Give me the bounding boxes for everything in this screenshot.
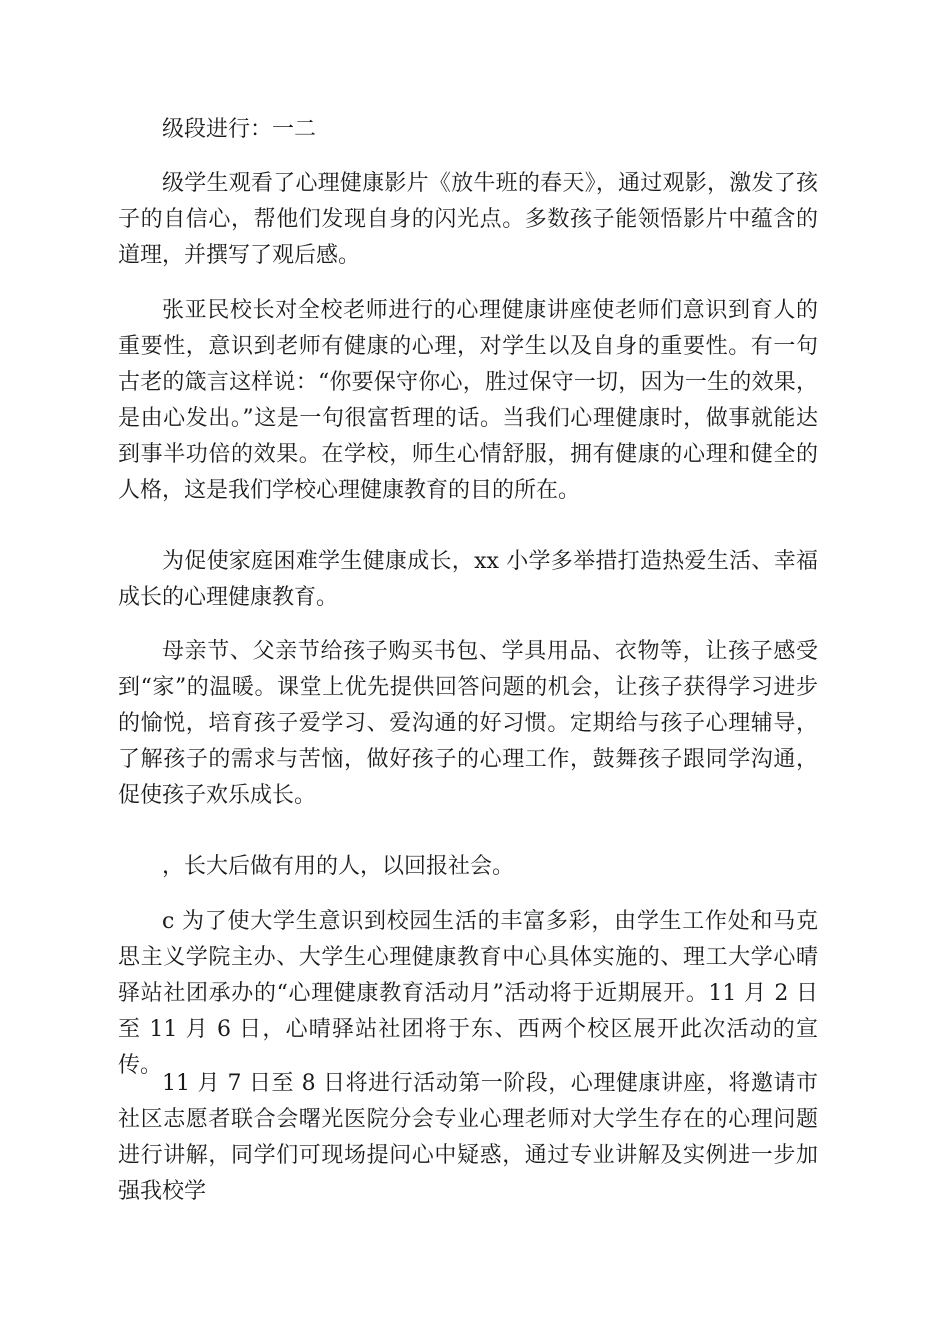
paragraph-6: ，长大后做有用的人，以回报社会。: [162, 854, 515, 879]
paragraph-2: 级学生观看了心理健康影片《放牛班的春天》，通过观影，激发了孩子的自信心，帮他们发现自身的闪光点。多数孩子能领悟影片中蕴含的道理，并撰写了观后感。: [118, 171, 818, 268]
paragraph-8: 11 月 7 日至 8 日将进行活动第一阶段，心理健康讲座，将邀请市社区志愿者联合会曙光医院分会专业心理老师对大学生存在的心理问题进行讲解，同学们可现场提问心中疑惑，通过专业讲解及实例进一步加强我校学: [118, 1071, 818, 1204]
paragraph-7: c 为了使大学生意识到校园生活的丰富多彩，由学生工作处和马克思主义学院主办、大学生心理健康教育中心具体实施的、理工大学心晴驿站社团承办的“心理健康教育活动月”活动将于近期展开。11 月 2 日至 11 月 6 日，心晴驿站社团将于东、西两个校区展开此次活动的宣传。: [118, 909, 818, 1078]
paragraph-4: 为促使家庭困难学生健康成长，xx 小学多举措打造热爱生活、幸福成长的心理健康教育。: [118, 549, 818, 610]
paragraph-3: 张亚民校长对全校老师进行的心理健康讲座使老师们意识到育人的重要性，意识到老师有健康的心理，对学生以及自身的重要性。有一句古老的箴言这样说：“你要保守你心，胜过保守一切，因为一生的效果，是由心发出。”这是一句很富哲理的话。当我们心理健康时，做事就能达到事半功倍的效果。在学校，师生心情舒服，拥有健康的心理和健全的人格，这是我们学校心理健康教育的目的所在。: [118, 298, 818, 503]
paragraph-1: 级段进行：一二: [162, 117, 317, 142]
paragraph-5: 母亲节、父亲节给孩子购买书包、学具用品、衣物等，让孩子感受到“家”的温暖。课堂上优先提供回答问题的机会，让孩子获得学习进步的愉悦，培育孩子爱学习、爱沟通的好习惯。定期给与孩子心理辅导，了解孩子的需求与苦恼，做好孩子的心理工作，鼓舞孩子跟同学沟通，促使孩子欢乐成长。: [118, 639, 818, 808]
